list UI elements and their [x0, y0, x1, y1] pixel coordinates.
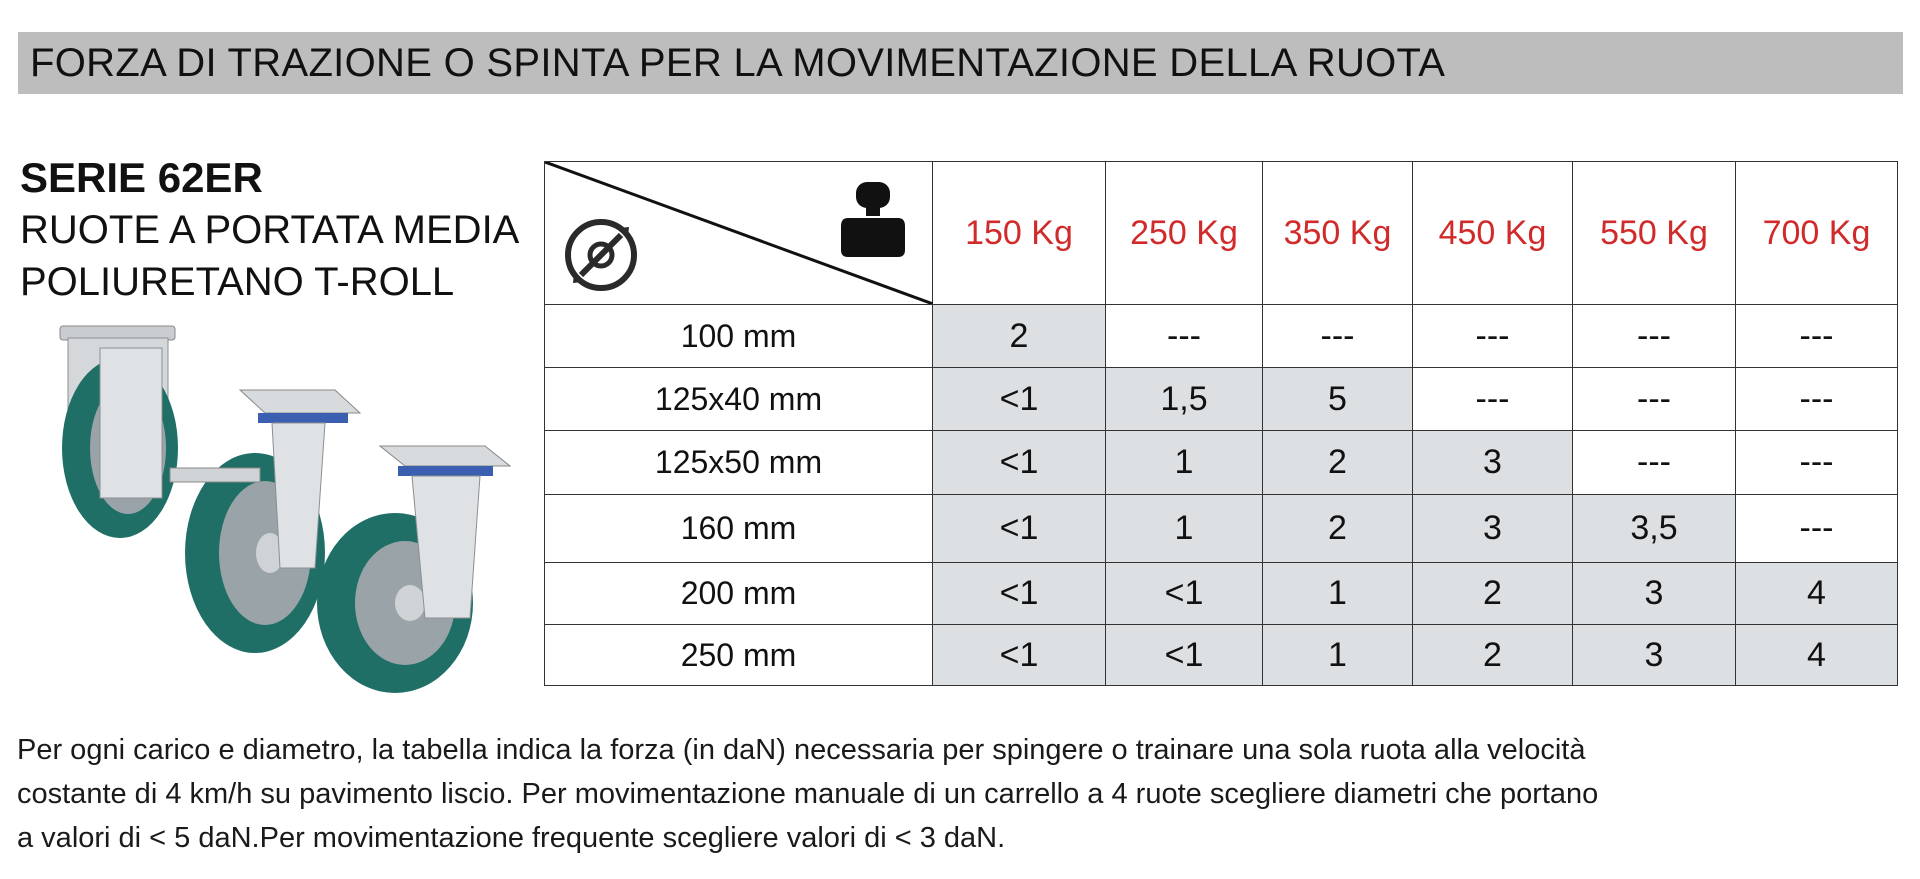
- force-cell: 3,5: [1573, 495, 1736, 563]
- footnote-line-3: a valori di < 5 daN.Per movimentazione frequente scegliere valori di < 3 daN.: [17, 822, 1006, 854]
- series-title: SERIE 62ER: [20, 154, 263, 201]
- table-row: [545, 431, 1898, 495]
- diameter-cell: 200 mm: [545, 563, 933, 625]
- series-subtitle-1: RUOTE A PORTATA MEDIA: [20, 208, 520, 252]
- castor-wheels-image: [40, 318, 540, 698]
- load-header: 350 Kg: [1263, 162, 1413, 305]
- table-row: [545, 625, 1898, 686]
- diameter-cell: 125x40 mm: [545, 368, 933, 431]
- diameter-cell: 160 mm: [545, 495, 933, 563]
- force-cell: ---: [1736, 368, 1898, 431]
- table-row: [545, 495, 1898, 563]
- wheel-diameter-icon: [568, 222, 634, 288]
- force-cell: <1: [1106, 625, 1263, 686]
- force-cell: ---: [1573, 431, 1736, 495]
- force-cell: <1: [933, 431, 1106, 495]
- force-cell: <1: [933, 495, 1106, 563]
- table-row: [545, 305, 1898, 368]
- table-row: [545, 563, 1898, 625]
- force-cell: 5: [1263, 368, 1413, 431]
- title-banner: [18, 32, 1903, 94]
- force-cell: 4: [1736, 625, 1898, 686]
- force-cell: 3: [1573, 563, 1736, 625]
- force-cell: 1: [1263, 625, 1413, 686]
- force-cell: 1: [1263, 563, 1413, 625]
- series-subtitle-2: POLIURETANO T-ROLL: [20, 260, 455, 304]
- force-cell: 1: [1106, 495, 1263, 563]
- force-cell: <1: [933, 368, 1106, 431]
- force-cell: 2: [1413, 563, 1573, 625]
- load-header: 150 Kg: [933, 162, 1106, 305]
- force-cell: ---: [1573, 305, 1736, 368]
- header-row: [545, 162, 1898, 305]
- force-cell: 3: [1413, 495, 1573, 563]
- force-cell: ---: [1413, 305, 1573, 368]
- load-header: 450 Kg: [1413, 162, 1573, 305]
- force-cell: ---: [1736, 495, 1898, 563]
- corner-cell: [545, 162, 933, 305]
- force-cell: ---: [1263, 305, 1413, 368]
- force-cell: ---: [1736, 305, 1898, 368]
- force-cell: ---: [1736, 431, 1898, 495]
- force-cell: ---: [1106, 305, 1263, 368]
- force-cell: 2: [1263, 431, 1413, 495]
- force-cell: <1: [933, 563, 1106, 625]
- force-cell: <1: [1106, 563, 1263, 625]
- load-header: 700 Kg: [1736, 162, 1898, 305]
- diameter-cell: 125x50 mm: [545, 431, 933, 495]
- force-cell: 1: [1106, 431, 1263, 495]
- force-cell: 1,5: [1106, 368, 1263, 431]
- force-table: [544, 161, 1898, 686]
- force-cell: ---: [1413, 368, 1573, 431]
- force-cell: <1: [933, 625, 1106, 686]
- footnote-line-1: Per ogni carico e diametro, la tabella indica la forza (in daN) necessaria per spingere o trainare una sola ruota alla velocità: [17, 734, 1586, 766]
- page-title: FORZA DI TRAZIONE O SPINTA PER LA MOVIMENTAZIONE DELLA RUOTA: [30, 40, 1446, 85]
- load-header: 550 Kg: [1573, 162, 1736, 305]
- force-cell: 2: [1413, 625, 1573, 686]
- force-cell: 2: [933, 305, 1106, 368]
- footnote: [17, 728, 1907, 860]
- castor-wheel-back: [60, 326, 178, 538]
- force-cell: 2: [1263, 495, 1413, 563]
- series-info: [20, 152, 540, 308]
- force-cell: 4: [1736, 563, 1898, 625]
- diameter-cell: 100 mm: [545, 305, 933, 368]
- weight-icon: [841, 182, 905, 257]
- diameter-cell: 250 mm: [545, 625, 933, 686]
- force-cell: 3: [1573, 625, 1736, 686]
- load-header: 250 Kg: [1106, 162, 1263, 305]
- table-row: [545, 368, 1898, 431]
- castor-wheel-front: [317, 446, 510, 693]
- footnote-line-2: costante di 4 km/h su pavimento liscio. Per movimentazione manuale di un carrello a 4 ruote scegliere diametri che portano: [17, 778, 1599, 810]
- force-cell: 3: [1413, 431, 1573, 495]
- force-cell: ---: [1573, 368, 1736, 431]
